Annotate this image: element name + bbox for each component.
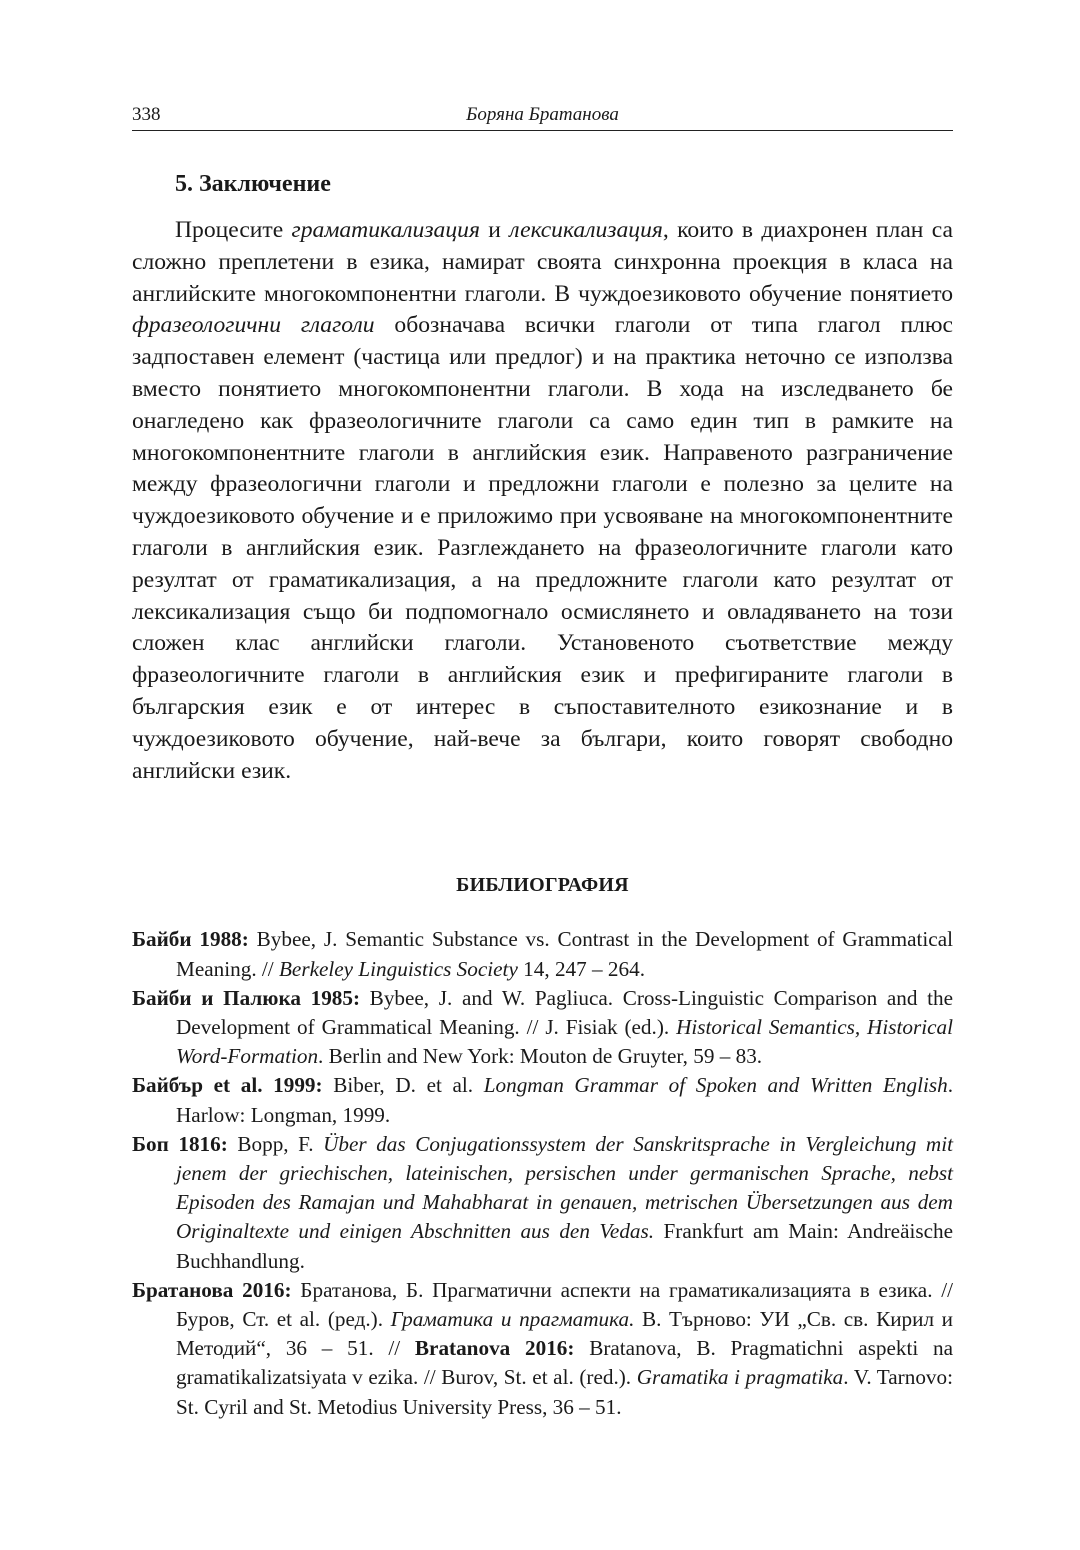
text-run: . Berlin and New York: Mouton de Gruyter, 59 – 83. <box>318 1044 763 1069</box>
text-run: , които в диахронен план са сложно преплетени в езика, намират своята синхронна проекция в класа на английските многокомпонентни глаголи. В чуждоезиковото обучение понятието <box>132 217 953 307</box>
citation-key: Боп 1816: <box>132 1131 228 1156</box>
text-run: Bybee, J. Semantic Substance vs. Contrast in the Development of Grammatical Meaning. // <box>176 927 953 981</box>
text-run: фразеологични глаголи <box>132 312 375 339</box>
text-run: и <box>479 217 510 243</box>
citation-key: Bratanova 2016: <box>414 1336 575 1361</box>
bibliography-heading: БИБЛИОГРАФИЯ <box>456 874 629 897</box>
text-run: Граматика и прагматика. <box>390 1306 635 1331</box>
text-run: Frankfurt am Main: Andreäische Buchhandlung. <box>176 1219 954 1273</box>
text-run: Biber, D. et al. <box>322 1073 484 1098</box>
bibliography-entry <box>132 984 953 1072</box>
text-run: Bybee, J. and W. Pagliuca. Cross-Linguistic Comparison and the Development of Grammatical Meaning. // J. Fisiak (ed.). <box>176 985 953 1039</box>
bibliography-entry <box>132 1071 953 1129</box>
text-run: Longman Grammar of Spoken and Written English <box>483 1073 948 1098</box>
text-run: Berkeley Linguistics Society <box>278 956 518 981</box>
page-number: 338 <box>132 104 161 125</box>
text-run: В. Търново: УИ „Св. св. Кирил и Методий“, 36 – 51. // <box>176 1306 953 1361</box>
running-header <box>132 100 953 131</box>
text-run: Братанова, Б. Прагматични аспекти на граматикализацията в езика. // Буров, Ст. et al. (ред.). <box>176 1277 954 1331</box>
text-run: . Harlow: Longman, 1999. <box>176 1073 954 1127</box>
text-run: Über das Conjugationssystem der Sanskritsprache in Vergleichung mit jenem der griechischen, lateinischen, persischen under germanischen Sprache, nebst Episoden des Ramajan und Mahabharat in genauen, metrischen Übersetzungen aus dem Originaltexte und einigen Abschnitten aus den Vedas. <box>176 1131 953 1244</box>
running-title: Боряна Братанова <box>466 104 619 125</box>
text-run: Bratanova, B. Pragmatichni aspekti na gramatikalizatsiyata v ezika. // Burov, St. et al. (red.). <box>176 1336 953 1390</box>
text-run: обозначава всички глаголи от типа глагол плюс задпоставен елемент (частица или предлог) и на практика неточно се използва вместо понятието многокомпонентни глаголи. В хода на изследването бе онагледено как фразеологичните глаголи са само един тип в рамките на многокомпонентните глаголи в английския език. Направеното разграничение между фразеологични глаголи и предложни глаголи е полезно за целите на чуждоезиковото обучение и е приложимо при усвояване на многокомпонентните глаголи в английския език. Разглеждането на фразеологичните глаголи като резултат от граматикализация, а на предложните глаголи като резултат от лексикализация също би подпомогнало осмислянето и овладяването на този сложен клас английски глаголи. Установеното съответствие между фразеологичните глаголи в английския език и префигираните глаголи в българския език е от интерес в съпоставителното езикознание и в чуждоезиковото обучение, най-вече за българи, които говорят свободно английски език. <box>132 312 953 784</box>
text-run: Bopp, F. <box>227 1131 324 1156</box>
citation-key: Байби и Палюка 1985: <box>132 985 361 1010</box>
text-run: Процесите <box>175 217 292 243</box>
text-run: Historical Semantics, Historical Word-Formation <box>176 1014 953 1069</box>
citation-key: Байби 1988: <box>132 927 249 952</box>
citation-key: Братанова 2016: <box>132 1277 292 1302</box>
section-heading: 5. Заключение <box>175 171 331 197</box>
conclusion-paragraph <box>132 215 953 787</box>
bibliography-entry <box>132 1130 953 1276</box>
citation-key: Байбър et al. 1999: <box>132 1073 323 1098</box>
page <box>132 100 953 1422</box>
bibliography-entry <box>132 925 953 983</box>
bibliography-entry <box>132 1276 953 1422</box>
text-run: 14, 247 – 264. <box>517 956 645 981</box>
text-run: лексикализация <box>509 217 663 243</box>
text-run: . V. Tarnovo: St. Cyril and St. Metodius University Press, 36 – 51. <box>176 1365 953 1419</box>
text-run: Gramatika i pragmatika <box>636 1365 844 1390</box>
bibliography-list <box>132 925 953 1421</box>
text-run: граматикализация <box>291 217 480 243</box>
